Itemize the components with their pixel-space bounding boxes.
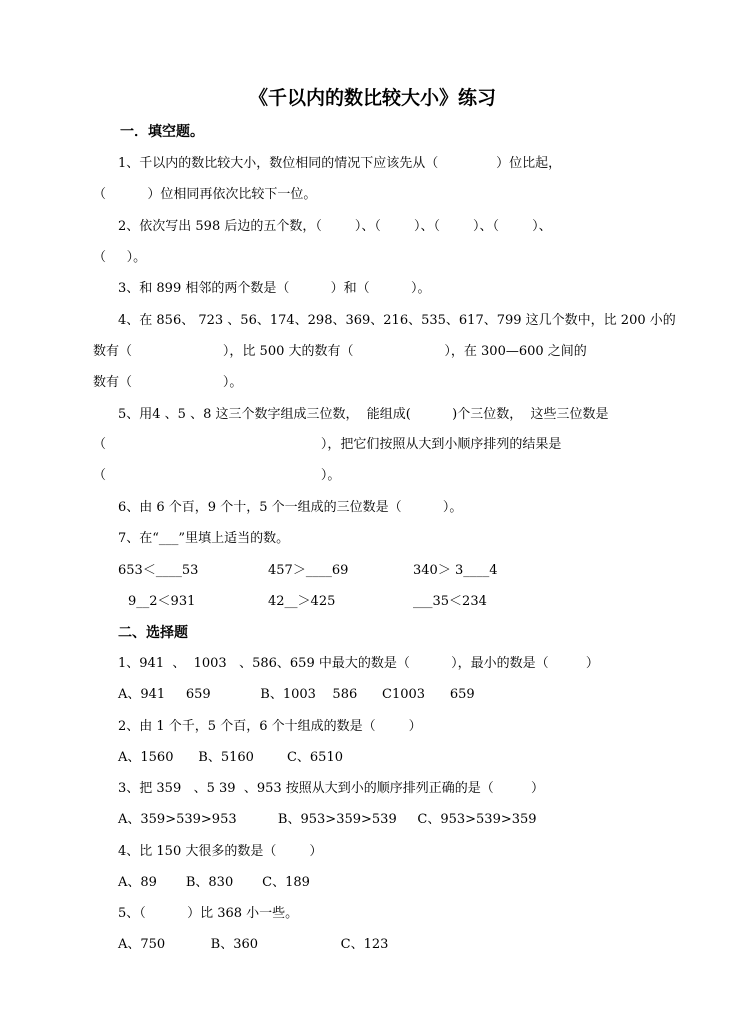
question-3: 3、和 899 相邻的两个数是（ ）和（ ）。 [118, 281, 431, 296]
question-7-item: 653＜____53 [118, 563, 199, 578]
choice-question-3: 3、把 359 、5 39 、953 按照从大到小的顺序排列正确的是（ ） [118, 781, 544, 796]
question-2-line-1: 2、依次写出 598 后边的五个数，（ ）、（ ）、（ ）、（ ）、 [118, 219, 552, 234]
question-6: 6、由 6 个百，9 个十，5 个一组成的三位数是（ ）。 [118, 500, 463, 515]
choice-question-5-options: A、750 B、360 C、123 [118, 937, 389, 952]
question-7-item: 42__＞425 [268, 594, 336, 609]
question-5-line-3: （ ）。 [93, 468, 341, 483]
section-1-heading: 一．填空题。 [120, 124, 204, 140]
question-7-item: 457＞____69 [268, 563, 349, 578]
question-4-line-1: 4、在 856、 723 、56、174、298、369、216、535、617、799 这几个数中，比 200 小的 [118, 313, 676, 328]
question-1-line-1: 1、千以内的数比较大小，数位相同的情况下应该先从（ ）位比起， [118, 156, 562, 171]
question-4-line-3: 数有（ ）。 [93, 375, 243, 390]
choice-question-5: 5、（ ）比 368 小一些。 [118, 906, 299, 921]
choice-question-4: 4、比 150 大很多的数是（ ） [118, 844, 323, 859]
choice-question-1: 1、941 、 1003 、586、659 中最大的数是（ ），最小的数是（ ） [118, 656, 599, 671]
question-1-line-2: （ ）位相同再依次比较下一位。 [93, 187, 317, 202]
question-2-line-2: （ ）。 [93, 250, 147, 265]
choice-question-4-options: A、89 B、830 C、189 [118, 875, 310, 890]
section-2-heading: 二、选择题 [118, 625, 188, 641]
question-5-line-1: 5、用4 、5 、8 这三个数字组成三位数， 能组成( )个三位数， 这些三位数是 [118, 407, 609, 422]
question-7-item: ___35＜234 [413, 594, 487, 609]
choice-question-2: 2、由 1 个千，5 个百，6 个十组成的数是（ ） [118, 719, 422, 734]
choice-question-3-options: A、359>539>953 B、953>359>539 C、953>539>359 [118, 812, 537, 827]
choice-question-1-options: A、941 659 B、1003 586 C1003 659 [118, 687, 475, 702]
question-7-item: 9__2＜931 [128, 594, 196, 609]
question-7-item: 340＞ 3____4 [413, 563, 498, 578]
question-5-line-2: （ ），把它们按照从大到小顺序排列的结果是 [93, 437, 562, 452]
choice-question-2-options: A、1560 B、5160 C、6510 [118, 750, 343, 765]
question-7-stem: 7、在“___”里填上适当的数。 [118, 531, 290, 546]
page-title: 《千以内的数比较大小》练习 [248, 87, 496, 109]
question-4-line-2: 数有（ ），比 500 大的数有（ ），在 300—600 之间的 [93, 344, 587, 359]
